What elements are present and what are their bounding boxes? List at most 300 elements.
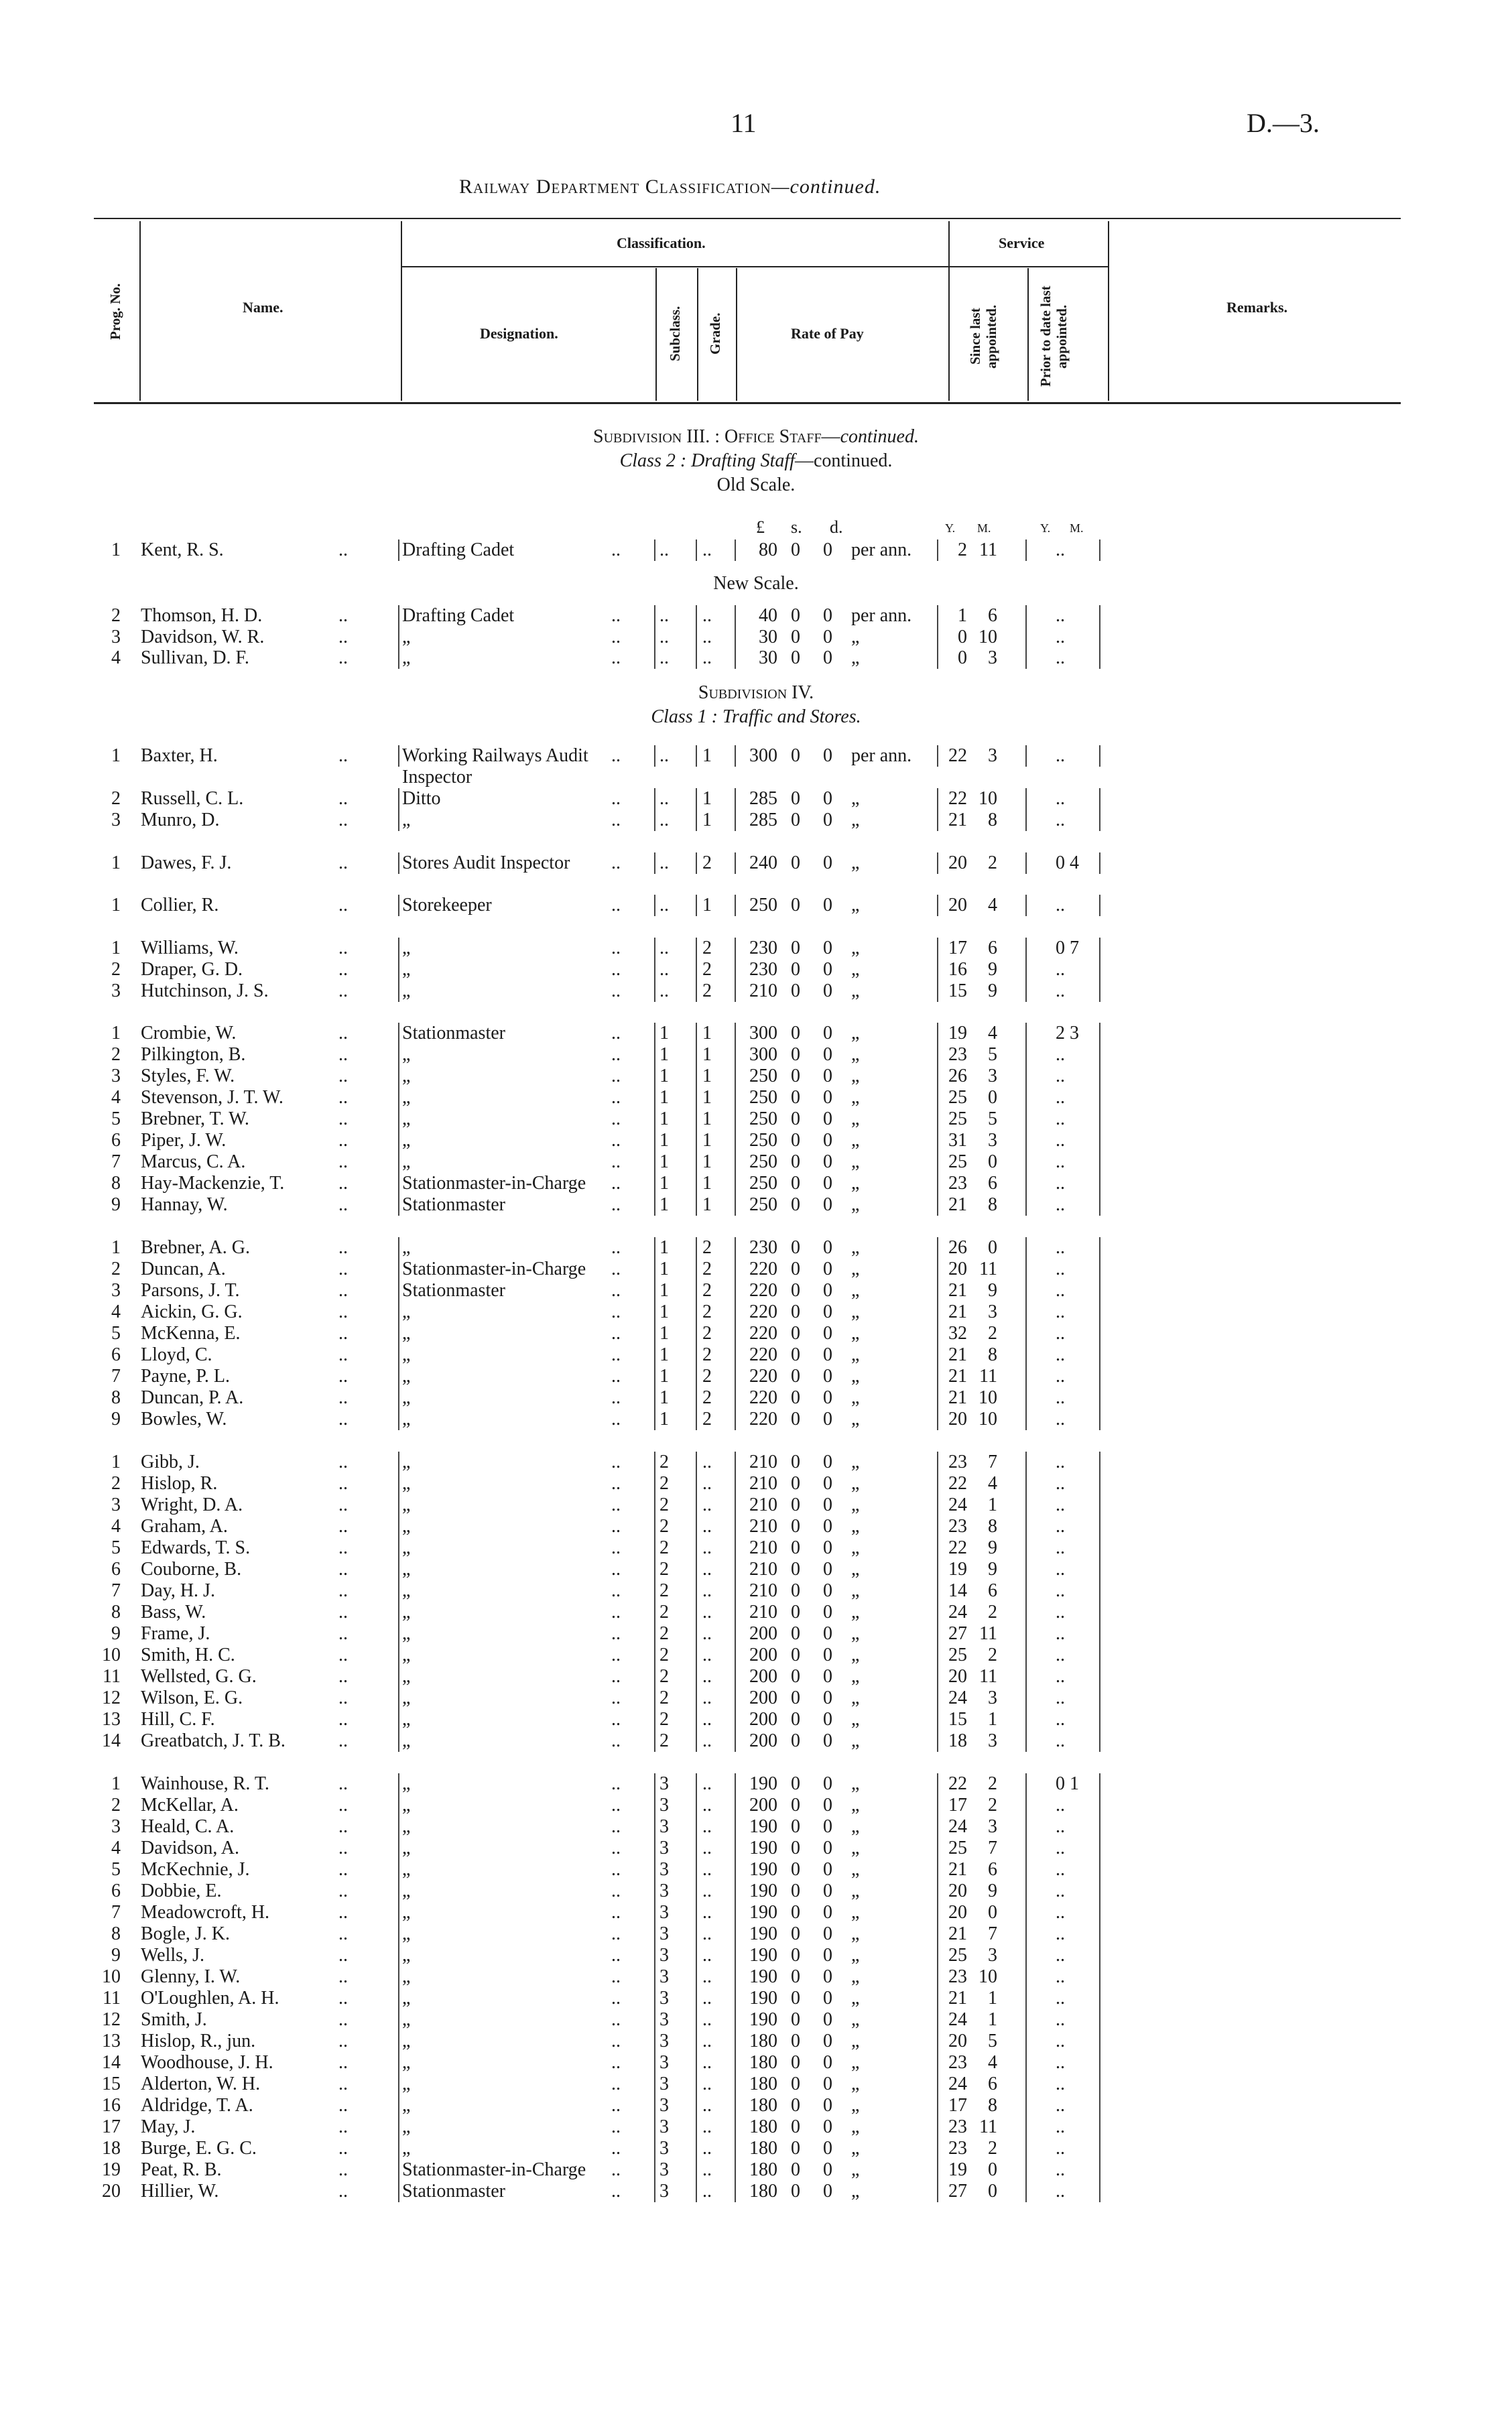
column-rule — [654, 959, 655, 980]
leader-dots: .. — [611, 647, 621, 668]
cell-period: „ — [851, 2074, 860, 2094]
cell-pounds: 220 — [749, 1387, 777, 1408]
table-row — [0, 1881, 1512, 1902]
cell-subclass: .. — [659, 810, 669, 830]
cell-shillings: 0 — [791, 1623, 800, 1644]
cell-subclass: 2 — [659, 1580, 669, 1601]
column-rule — [696, 1602, 697, 1623]
column-rule — [937, 1516, 938, 1537]
table-row — [0, 1108, 1512, 1130]
column-rule — [654, 1516, 655, 1537]
table-row — [0, 1602, 1512, 1623]
column-rule — [1025, 1816, 1027, 1838]
cell-period: „ — [851, 938, 860, 958]
cell-subclass: 2 — [659, 1452, 669, 1472]
column-rule — [937, 1323, 938, 1344]
leader-dots: .. — [338, 1838, 348, 1858]
cell-shillings: 0 — [791, 1194, 800, 1215]
cell-period: „ — [851, 627, 860, 647]
cell-grade: .. — [702, 1945, 712, 1966]
cell-prog-no: 7 — [111, 1151, 121, 1172]
column-rule — [654, 2095, 655, 2116]
column-rule — [398, 1859, 399, 1881]
leader-dots: .. — [338, 1580, 348, 1601]
column-rule — [696, 647, 697, 669]
column-rule — [1099, 1537, 1100, 1559]
cell-period: „ — [851, 1516, 860, 1537]
table-row — [0, 1066, 1512, 1087]
cell-designation: „ — [402, 1559, 411, 1580]
column-rule — [937, 2009, 938, 2031]
cell-designation: „ — [402, 1966, 411, 1987]
cell-pence: 0 — [823, 938, 832, 958]
cell-period: „ — [851, 1366, 860, 1387]
column-rule — [735, 1473, 736, 1495]
cell-prior: .. — [1056, 1301, 1065, 1322]
cell-prior: .. — [1056, 2116, 1065, 2137]
column-rule — [696, 1966, 697, 1988]
cell-grade: .. — [702, 2031, 712, 2051]
column-rule — [1025, 1666, 1027, 1688]
leader-dots: .. — [611, 1709, 621, 1730]
cell-prog-no: 6 — [111, 1881, 121, 1901]
cell-shillings: 0 — [791, 2138, 800, 2159]
column-rule — [1099, 1066, 1100, 1087]
cell-subclass: .. — [659, 605, 669, 626]
column-rule — [1099, 1409, 1100, 1430]
cell-since-months: 5 — [988, 1044, 997, 1065]
cell-since-years: 25 — [948, 1087, 967, 1108]
cell-prior: .. — [1056, 2095, 1065, 2116]
cell-prog-no: 12 — [102, 2009, 121, 2030]
cell-prior: .. — [1056, 1730, 1065, 1751]
leader-dots: .. — [611, 1323, 621, 1344]
class-2-label: Class 2 : — [619, 450, 687, 471]
cell-pounds: 190 — [749, 1902, 777, 1923]
cell-grade: .. — [702, 647, 712, 668]
cell-since-years: 21 — [948, 1194, 967, 1215]
cell-since-years: 22 — [948, 745, 967, 766]
leader-dots: .. — [338, 895, 348, 915]
cell-pence: 0 — [823, 1666, 832, 1687]
column-rule — [937, 1645, 938, 1666]
cell-since-years: 25 — [948, 1838, 967, 1858]
column-rule — [654, 605, 655, 627]
column-rule — [1099, 1623, 1100, 1645]
table-row — [0, 1495, 1512, 1516]
column-rule — [398, 1087, 399, 1108]
cell-prior: .. — [1056, 1387, 1065, 1408]
cell-grade: .. — [702, 1688, 712, 1708]
cell-pounds: 190 — [749, 1816, 777, 1837]
leader-dots: .. — [338, 1537, 348, 1558]
column-rule — [696, 1923, 697, 1945]
cell-shillings: 0 — [791, 1688, 800, 1708]
column-rule — [735, 1902, 736, 1923]
column-rule — [1025, 1023, 1027, 1044]
cell-since-years: 22 — [948, 1473, 967, 1494]
column-rule — [1099, 1023, 1100, 1044]
cell-name: Aickin, G. G. — [141, 1301, 243, 1322]
column-rule — [735, 2074, 736, 2095]
cell-shillings: 0 — [791, 1945, 800, 1966]
column-rule — [696, 788, 697, 810]
cell-since-years: 20 — [948, 1881, 967, 1901]
cell-prior: .. — [1056, 1366, 1065, 1387]
cell-prior: .. — [1056, 745, 1065, 766]
leader-dots: .. — [338, 539, 348, 560]
column-rule — [735, 1966, 736, 1988]
cell-designation: „ — [402, 2009, 411, 2030]
column-rule — [696, 1580, 697, 1602]
unit-years-prior: Y. — [1040, 521, 1051, 535]
column-rule — [696, 980, 697, 1002]
leader-dots: .. — [611, 1602, 621, 1623]
column-rule — [654, 1559, 655, 1580]
cell-since-months: 0 — [988, 2181, 997, 2202]
table-row — [0, 1988, 1512, 2009]
cell-designation: „ — [402, 1602, 411, 1623]
table-row — [0, 1966, 1512, 1988]
cell-grade: 2 — [702, 938, 712, 958]
column-rule — [937, 1495, 938, 1516]
column-rule — [398, 2052, 399, 2074]
cell-subclass: 1 — [659, 1259, 669, 1279]
cell-prog-no: 18 — [102, 2138, 121, 2159]
column-rule — [1099, 1730, 1100, 1752]
cell-pounds: 210 — [749, 1602, 777, 1623]
cell-since-months: 3 — [988, 1816, 997, 1837]
column-rule — [1025, 1151, 1027, 1173]
section-class-1 — [0, 706, 1512, 728]
cell-grade: .. — [702, 1709, 712, 1730]
cell-pounds: 190 — [749, 1988, 777, 2009]
cell-subclass: 3 — [659, 1881, 669, 1901]
cell-grade: 1 — [702, 1173, 712, 1194]
leader-dots: .. — [338, 2138, 348, 2159]
cell-name: Brebner, A. G. — [141, 1237, 250, 1258]
cell-since-months: 0 — [988, 1237, 997, 1258]
class-2-continued: —continued. — [794, 450, 893, 471]
column-rule — [735, 1387, 736, 1409]
column-rule — [1099, 1859, 1100, 1881]
cell-subclass: .. — [659, 788, 669, 809]
cell-name: Parsons, J. T. — [141, 1280, 240, 1301]
cell-pounds: 190 — [749, 1773, 777, 1794]
cell-prior: .. — [1056, 1280, 1065, 1301]
cell-since-years: 24 — [948, 1495, 967, 1515]
cell-since-years: 21 — [948, 1301, 967, 1322]
column-rule — [696, 1730, 697, 1752]
leader-dots: .. — [338, 1730, 348, 1751]
cell-pounds: 300 — [749, 745, 777, 766]
column-rule — [1099, 1151, 1100, 1173]
column-rule — [398, 1795, 399, 1816]
cell-prior: .. — [1056, 1988, 1065, 2009]
unit-shillings: s. — [791, 517, 802, 537]
cell-since-years: 21 — [948, 1988, 967, 2009]
cell-shillings: 0 — [791, 1452, 800, 1472]
cell-pounds: 180 — [749, 2181, 777, 2202]
column-rule — [937, 1923, 938, 1945]
cell-since-months: 8 — [988, 2095, 997, 2116]
column-rule — [1025, 1945, 1027, 1966]
cell-since-months: 10 — [979, 788, 997, 809]
column-rule — [735, 1173, 736, 1194]
cell-name: Graham, A. — [141, 1516, 228, 1537]
column-rule — [1099, 2074, 1100, 2095]
cell-period: „ — [851, 810, 860, 830]
table-row — [0, 1130, 1512, 1151]
column-rule — [1025, 1108, 1027, 1130]
leader-dots: .. — [611, 1280, 621, 1301]
cell-subclass: 1 — [659, 1387, 669, 1408]
column-rule — [1099, 2138, 1100, 2159]
cell-pounds: 180 — [749, 2031, 777, 2051]
cell-shillings: 0 — [791, 1323, 800, 1344]
leader-dots: .. — [338, 1194, 348, 1215]
cell-since-years: 23 — [948, 1516, 967, 1537]
cell-prog-no: 3 — [111, 1066, 121, 1086]
cell-grade: 2 — [702, 959, 712, 980]
cell-designation: Drafting Cadet — [402, 539, 515, 560]
leader-dots: .. — [338, 1237, 348, 1258]
cell-pence: 0 — [823, 1623, 832, 1644]
leader-dots: .. — [611, 1108, 621, 1129]
cell-designation: „ — [402, 1645, 411, 1665]
leader-dots: .. — [611, 1259, 621, 1279]
cell-pounds: 250 — [749, 1194, 777, 1215]
column-rule — [735, 1280, 736, 1301]
column-rule — [1025, 1473, 1027, 1495]
column-rule — [1099, 2009, 1100, 2031]
leader-dots: .. — [338, 1602, 348, 1623]
cell-shillings: 0 — [791, 2009, 800, 2030]
cell-name: Brebner, T. W. — [141, 1108, 249, 1129]
cell-pence: 0 — [823, 1602, 832, 1623]
column-rule — [1099, 1323, 1100, 1344]
column-rule — [937, 2116, 938, 2138]
table-row — [0, 895, 1512, 916]
column-rule — [696, 810, 697, 831]
cell-name: Davidson, W. R. — [141, 627, 265, 647]
cell-prior: .. — [1056, 1688, 1065, 1708]
cell-name: Piper, J. W. — [141, 1130, 227, 1151]
leader-dots: .. — [338, 1795, 348, 1816]
column-rule — [1099, 1280, 1100, 1301]
cell-name: Draper, G. D. — [141, 959, 243, 980]
cell-prior: .. — [1056, 627, 1065, 647]
table-row — [0, 1838, 1512, 1859]
cell-pence: 0 — [823, 1902, 832, 1923]
cell-prog-no: 1 — [111, 1452, 121, 1472]
column-rule — [1099, 605, 1100, 627]
column-rule — [654, 1387, 655, 1409]
column-rule — [398, 1537, 399, 1559]
cell-since-years: 19 — [948, 1559, 967, 1580]
cell-period: „ — [851, 959, 860, 980]
cell-shillings: 0 — [791, 1902, 800, 1923]
column-rule — [1025, 1645, 1027, 1666]
leader-dots: .. — [338, 1816, 348, 1837]
cell-since-years: 20 — [948, 895, 967, 915]
cell-shillings: 0 — [791, 1923, 800, 1944]
leader-dots: .. — [338, 1259, 348, 1279]
column-rule — [1025, 1966, 1027, 1988]
column-rule — [937, 788, 938, 810]
cell-grade: .. — [702, 1623, 712, 1644]
column-rule — [937, 1816, 938, 1838]
cell-shillings: 0 — [791, 1580, 800, 1601]
table-row — [0, 852, 1512, 874]
cell-grade: .. — [702, 1816, 712, 1837]
cell-pence: 0 — [823, 1259, 832, 1279]
cell-period: „ — [851, 1237, 860, 1258]
cell-prog-no: 6 — [111, 1559, 121, 1580]
leader-dots: .. — [611, 1301, 621, 1322]
column-rule — [735, 1108, 736, 1130]
column-rule — [1025, 1301, 1027, 1323]
cell-shillings: 0 — [791, 810, 800, 830]
column-rule — [937, 1709, 938, 1730]
column-rule — [735, 1409, 736, 1430]
cell-period: „ — [851, 1881, 860, 1901]
section-subdivision-3 — [0, 426, 1512, 448]
leader-dots: .. — [338, 2181, 348, 2202]
column-rule — [398, 1130, 399, 1151]
column-rule — [1025, 852, 1027, 874]
cell-name: Bogle, J. K. — [141, 1923, 230, 1944]
column-rule — [937, 1280, 938, 1301]
cell-prior: .. — [1056, 2138, 1065, 2159]
leader-dots: .. — [338, 627, 348, 647]
cell-prog-no: 13 — [102, 2031, 121, 2051]
cell-prog-no: 11 — [103, 1988, 121, 2009]
column-rule — [398, 1838, 399, 1859]
cell-subclass: 3 — [659, 2031, 669, 2051]
cell-subclass: 1 — [659, 1066, 669, 1086]
cell-prior: .. — [1056, 1602, 1065, 1623]
column-rule — [735, 959, 736, 980]
cell-designation: „ — [402, 1323, 411, 1344]
cell-name: Gibb, J. — [141, 1452, 200, 1472]
cell-name: Baxter, H. — [141, 745, 218, 766]
cell-period: „ — [851, 1259, 860, 1279]
column-rule — [654, 1259, 655, 1280]
leader-dots: .. — [338, 1516, 348, 1537]
column-rule — [398, 1301, 399, 1323]
cell-name: Lloyd, C. — [141, 1344, 212, 1365]
cell-grade: 1 — [702, 1194, 712, 1215]
cell-pounds: 190 — [749, 1966, 777, 1987]
column-rule — [735, 1237, 736, 1259]
column-rule — [696, 745, 697, 767]
column-rule — [1099, 1838, 1100, 1859]
cell-grade: .. — [702, 2138, 712, 2159]
cell-pounds: 230 — [749, 959, 777, 980]
column-rule — [1099, 1173, 1100, 1194]
cell-designation: „ — [402, 980, 411, 1001]
column-rule — [1099, 938, 1100, 959]
column-rule — [398, 1366, 399, 1387]
leader-dots: .. — [338, 1988, 348, 2009]
cell-subclass: 2 — [659, 1688, 669, 1708]
column-rule — [654, 745, 655, 767]
column-rule — [735, 2159, 736, 2181]
leader-dots: .. — [611, 1559, 621, 1580]
cell-shillings: 0 — [791, 852, 800, 873]
table-row — [0, 1516, 1512, 1537]
table-row — [0, 1559, 1512, 1580]
table-row — [0, 1452, 1512, 1473]
cell-shillings: 0 — [791, 1366, 800, 1387]
column-rule — [1025, 2159, 1027, 2181]
table-row — [0, 627, 1512, 648]
column-rule — [735, 852, 736, 874]
cell-since-years: 22 — [948, 788, 967, 809]
column-rule — [1099, 1366, 1100, 1387]
cell-since-months: 4 — [988, 1473, 997, 1494]
cell-shillings: 0 — [791, 959, 800, 980]
cell-since-years: 17 — [948, 938, 967, 958]
column-rule — [696, 1108, 697, 1130]
cell-shillings: 0 — [791, 1280, 800, 1301]
column-rule — [937, 539, 938, 561]
cell-pounds: 210 — [749, 1537, 777, 1558]
column-rule — [1099, 1559, 1100, 1580]
column-rule — [937, 1151, 938, 1173]
unit-pound: £ — [756, 517, 765, 537]
cell-period: „ — [851, 2138, 860, 2159]
column-rule — [654, 647, 655, 669]
cell-subclass: 3 — [659, 2009, 669, 2030]
column-rule — [654, 1151, 655, 1173]
column-rule — [937, 1237, 938, 1259]
cell-name: Wells, J. — [141, 1945, 204, 1966]
column-rule — [1025, 2074, 1027, 2095]
cell-prior: .. — [1056, 1237, 1065, 1258]
column-rule — [398, 1409, 399, 1430]
cell-name: Hislop, R. — [141, 1473, 218, 1494]
cell-prog-no: 9 — [111, 1945, 121, 1966]
column-rule — [735, 1602, 736, 1623]
cell-pounds: 230 — [749, 1237, 777, 1258]
leader-dots: .. — [338, 788, 348, 809]
cell-designation: „ — [402, 1881, 411, 1901]
cell-pence: 0 — [823, 2138, 832, 2159]
column-rule — [696, 1044, 697, 1066]
cell-since-months: 0 — [988, 1087, 997, 1108]
cell-shillings: 0 — [791, 1838, 800, 1858]
column-rule — [1099, 1945, 1100, 1966]
column-rule — [696, 2052, 697, 2074]
cell-grade: 2 — [702, 1344, 712, 1365]
column-rule — [735, 1452, 736, 1473]
cell-since-years: 16 — [948, 959, 967, 980]
cell-name: Pilkington, B. — [141, 1044, 246, 1065]
leader-dots: .. — [611, 2031, 621, 2051]
column-rule — [1025, 2052, 1027, 2074]
cell-shillings: 0 — [791, 980, 800, 1001]
cell-name: Hay-Mackenzie, T. — [141, 1173, 285, 1194]
cell-name: Collier, R. — [141, 895, 219, 915]
column-rule — [937, 1859, 938, 1881]
cell-prior: .. — [1056, 1066, 1065, 1086]
column-rule — [398, 1816, 399, 1838]
column-rule — [654, 2052, 655, 2074]
cell-period: „ — [851, 2052, 860, 2073]
cell-subclass: 3 — [659, 1816, 669, 1837]
